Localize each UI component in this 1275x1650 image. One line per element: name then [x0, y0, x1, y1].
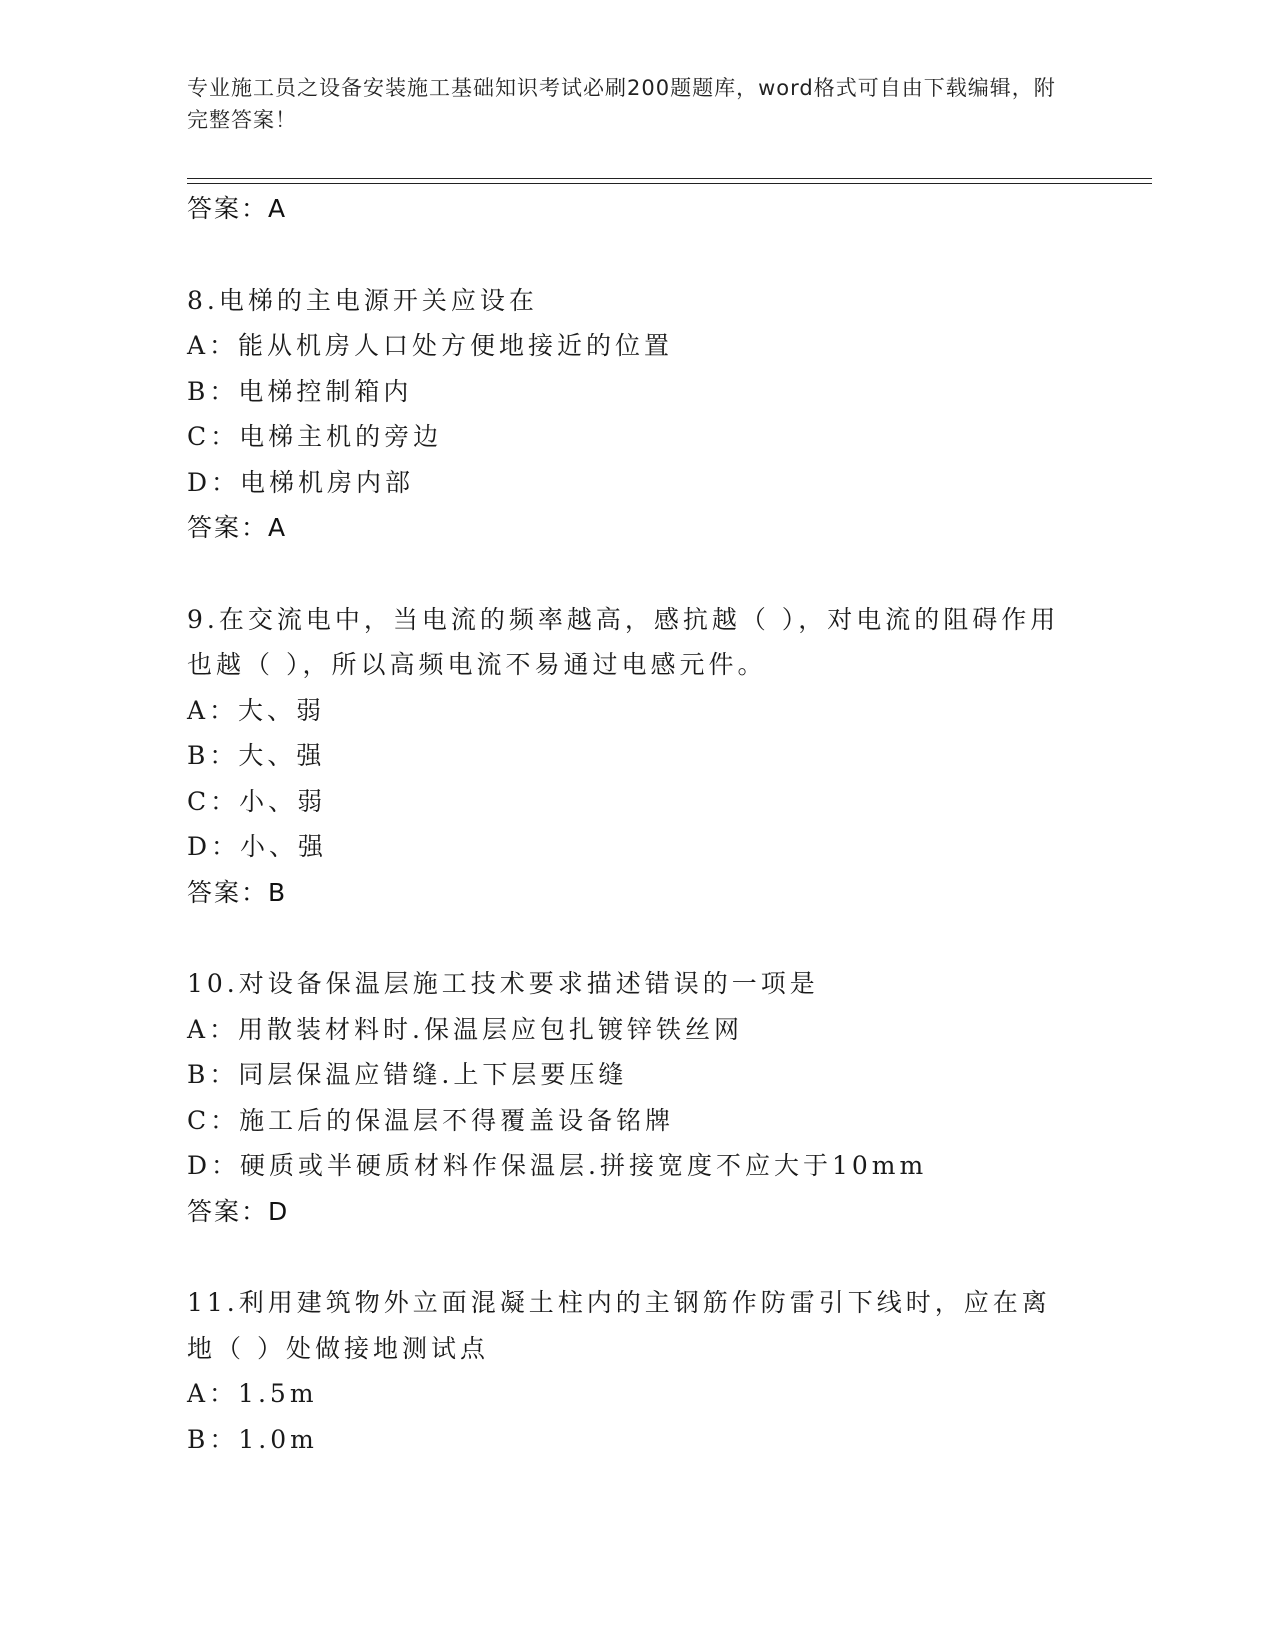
option-c: C：电梯主机的旁边: [187, 422, 443, 451]
option-d: D：小、强: [187, 832, 328, 861]
option-c: C：施工后的保温层不得覆盖设备铭牌: [187, 1105, 675, 1135]
question-text: 11.利用建筑物外立面混凝土柱内的主钢筋作防雷引下线时，应在离地（ ）处做接地测试点: [187, 1288, 1051, 1363]
option-a: A：大、弱: [187, 695, 326, 725]
spacer: [187, 1234, 1087, 1280]
question-text: 8.电梯的主电源开关应设在: [187, 285, 538, 315]
previous-answer: 答案：A: [187, 194, 288, 223]
spacer: [187, 232, 1087, 278]
answer-line: 答案：B: [187, 877, 288, 907]
question-block: [187, 961, 1087, 1234]
option-d: D：硬质或半硬质材料作保温层.拼接宽度不应大于10mm: [187, 1151, 928, 1180]
option-d: D：电梯机房内部: [187, 467, 415, 497]
question-block: [187, 1280, 1087, 1462]
document-header: 专业施工员之设备安装施工基础知识考试必刷200题题库，word格式可自由下载编辑，附完整答案！: [187, 76, 1056, 132]
option-b: B：大、强: [187, 741, 326, 770]
answer-line: 答案：A: [187, 513, 288, 542]
spacer: [187, 551, 1087, 597]
option-a: A：用散装材料时.保温层应包扎镀锌铁丝网: [187, 1014, 744, 1044]
option-a: A：1.5m: [187, 1379, 318, 1408]
answer-line: 答案：D: [187, 1196, 290, 1226]
option-b: B：电梯控制箱内: [187, 376, 413, 406]
header-divider-top: [187, 178, 1152, 179]
option-c: C：小、弱: [187, 786, 327, 816]
header-divider-bottom: [187, 183, 1152, 184]
spacer: [187, 915, 1087, 961]
question-content: [187, 186, 1087, 1462]
question-block: [187, 278, 1087, 551]
question-text: 10.对设备保温层施工技术要求描述错误的一项是: [187, 969, 819, 998]
option-b: B：1.0m: [187, 1424, 318, 1454]
option-a: A：能从机房人口处方便地接近的位置: [187, 331, 674, 360]
option-b: B：同层保温应错缝.上下层要压缝: [187, 1060, 628, 1089]
question-text: 9.在交流电中，当电流的频率越高，感抗越（ ），对电流的阻碍作用也越（ ），所以高频电流不易通过电感元件。: [187, 604, 1060, 679]
question-block: [187, 597, 1087, 916]
